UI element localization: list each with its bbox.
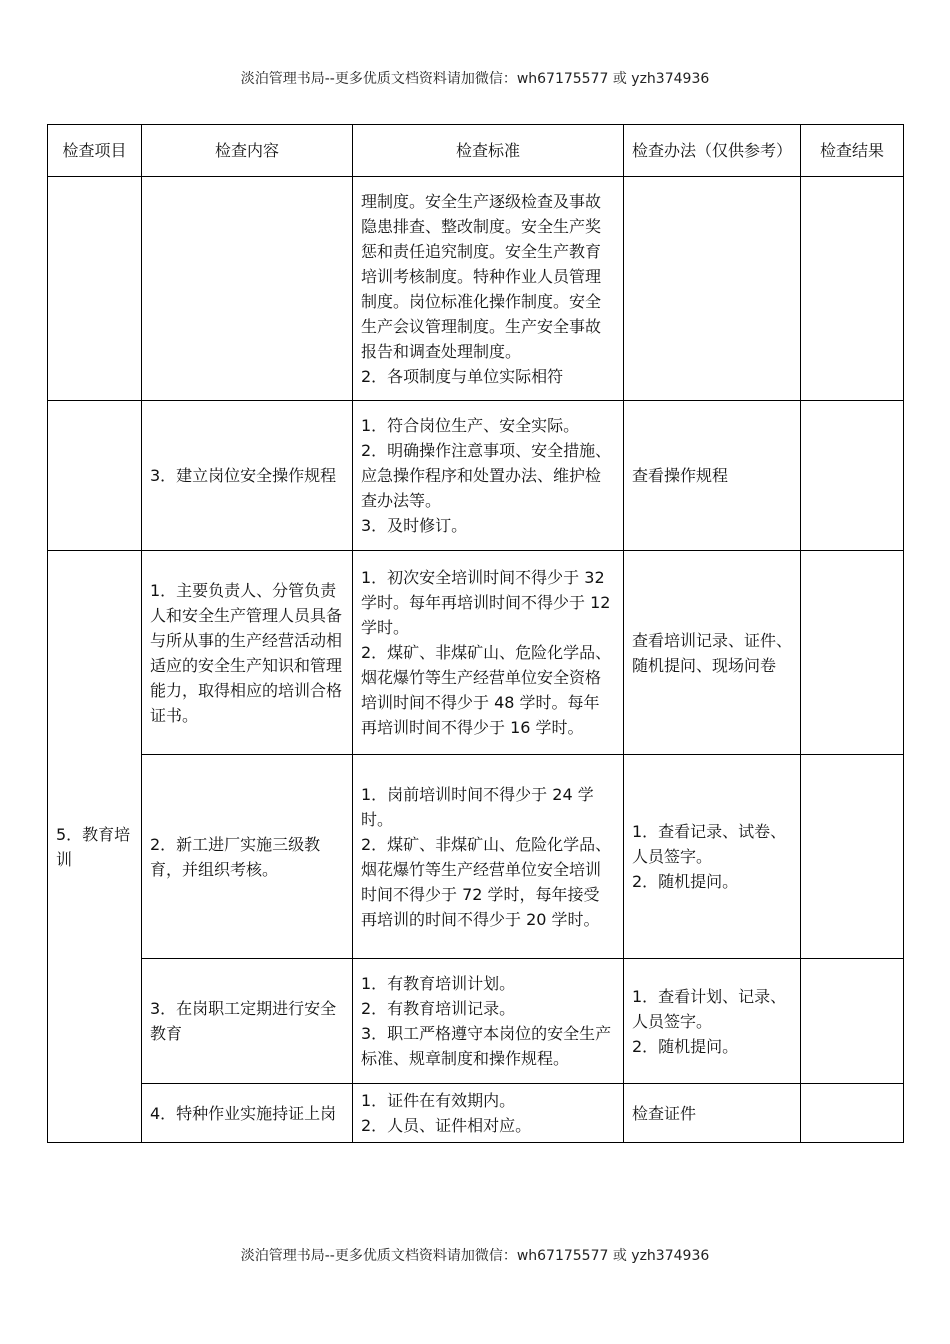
col-header-standard: 检查标准 (353, 125, 624, 177)
standard-cell (353, 755, 624, 959)
col-header-content: 检查内容 (142, 125, 353, 177)
result-cell (801, 177, 904, 401)
method-line: 1．查看记录、试卷、人员签字。 (632, 822, 787, 866)
header-note: 淡泊管理书局--更多优质文档资料请加微信：wh67175577 或 yzh374936 (240, 71, 710, 87)
result-cell (801, 551, 904, 755)
standard-line: 2．煤矿、非煤矿山、危险化学品、烟花爆竹等生产经营单位安全培训时间不得少于 72 学时，每年接受再培训的时间不得少于 20 学时。 (361, 834, 612, 929)
table-row (48, 551, 904, 755)
content-cell (142, 177, 353, 401)
method-line: 2．随机提问。 (632, 1036, 739, 1056)
inspection-table (47, 124, 904, 1143)
item-cell (48, 401, 142, 551)
col-header-result: 检查结果 (801, 125, 904, 177)
content-cell: 1．主要负责人、分管负责人和安全生产管理人员具备与所从事的生产经营活动相适应的安全生产知识和管理能力，取得相应的培训合格证书。 (142, 551, 353, 755)
standard-line: 1．岗前培训时间不得少于 24 学时。 (361, 784, 594, 829)
standard-line: 2．有教育培训记录。 (361, 999, 516, 1018)
method-line: 2．随机提问。 (632, 872, 739, 891)
standard-line: 2．人员、证件相对应。 (361, 1116, 532, 1135)
standard-line: 理制度。安全生产逐级检查及事故隐患排查、整改制度。安全生产奖惩和责任追究制度。安全生产教育培训考核制度。特种作业人员管理制度。岗位标准化操作制度。安全生产会议管理制度。生产安全事故报告和调查处理制度。 (361, 191, 602, 361)
method-line: 1．查看计划、记录、人员签字。 (632, 986, 787, 1031)
standard-cell (353, 177, 624, 401)
standard-cell (353, 959, 624, 1084)
standard-cell (353, 1084, 624, 1143)
table-row (48, 177, 904, 401)
method-cell (624, 959, 801, 1084)
result-cell (801, 959, 904, 1084)
method-cell (624, 755, 801, 959)
standard-line: 1．有教育培训计划。 (361, 974, 516, 993)
standard-cell (353, 551, 624, 755)
content-cell: 4．特种作业实施持证上岗 (142, 1084, 353, 1143)
table-row (48, 401, 904, 551)
footer-note: 淡泊管理书局--更多优质文档资料请加微信：wh67175577 或 yzh374936 (240, 1248, 710, 1264)
method-cell (624, 177, 801, 401)
standard-line: 3．职工严格遵守本岗位的安全生产标准、规章制度和操作规程。 (361, 1024, 612, 1068)
method-line: 检查证件 (632, 1103, 697, 1123)
content-cell: 3．在岗职工定期进行安全教育 (142, 959, 353, 1084)
content-cell: 2．新工进厂实施三级教育，并组织考核。 (142, 755, 353, 959)
col-header-method: 检查办法（仅供参考） (624, 125, 801, 177)
standard-line: 2．各项制度与单位实际相符 (361, 366, 564, 386)
item-cell-section-5: 5．教育培训 (48, 551, 142, 1143)
standard-cell (353, 401, 624, 551)
method-line: 查看培训记录、证件、随机提问、现场问卷 (632, 630, 793, 675)
result-cell (801, 755, 904, 959)
content-cell: 3．建立岗位安全操作规程 (142, 401, 353, 551)
table-row (48, 755, 904, 959)
standard-line: 1．初次安全培训时间不得少于 32 学时。每年再培训时间不得少于 12 学时。 (361, 568, 611, 637)
standard-line: 2．煤矿、非煤矿山、危险化学品、烟花爆竹等生产经营单位安全资格培训时间不得少于 48 学时。每年再培训时间不得少于 16 学时。 (361, 643, 612, 737)
col-header-item: 检查项目 (48, 125, 142, 177)
standard-line: 1．证件在有效期内。 (361, 1091, 516, 1110)
standard-line: 2．明确操作注意事项、安全措施、应急操作程序和处置办法、维护检查办法等。 (361, 441, 612, 510)
method-cell (624, 401, 801, 551)
method-line: 查看操作规程 (632, 466, 729, 485)
table-row (48, 959, 904, 1084)
table-row (48, 1084, 904, 1143)
table-header-row (48, 125, 904, 177)
result-cell (801, 401, 904, 551)
method-cell (624, 1084, 801, 1143)
item-cell (48, 177, 142, 401)
result-cell (801, 1084, 904, 1143)
standard-line: 3．及时修订。 (361, 516, 468, 535)
standard-line: 1．符合岗位生产、安全实际。 (361, 416, 580, 435)
method-cell (624, 551, 801, 755)
